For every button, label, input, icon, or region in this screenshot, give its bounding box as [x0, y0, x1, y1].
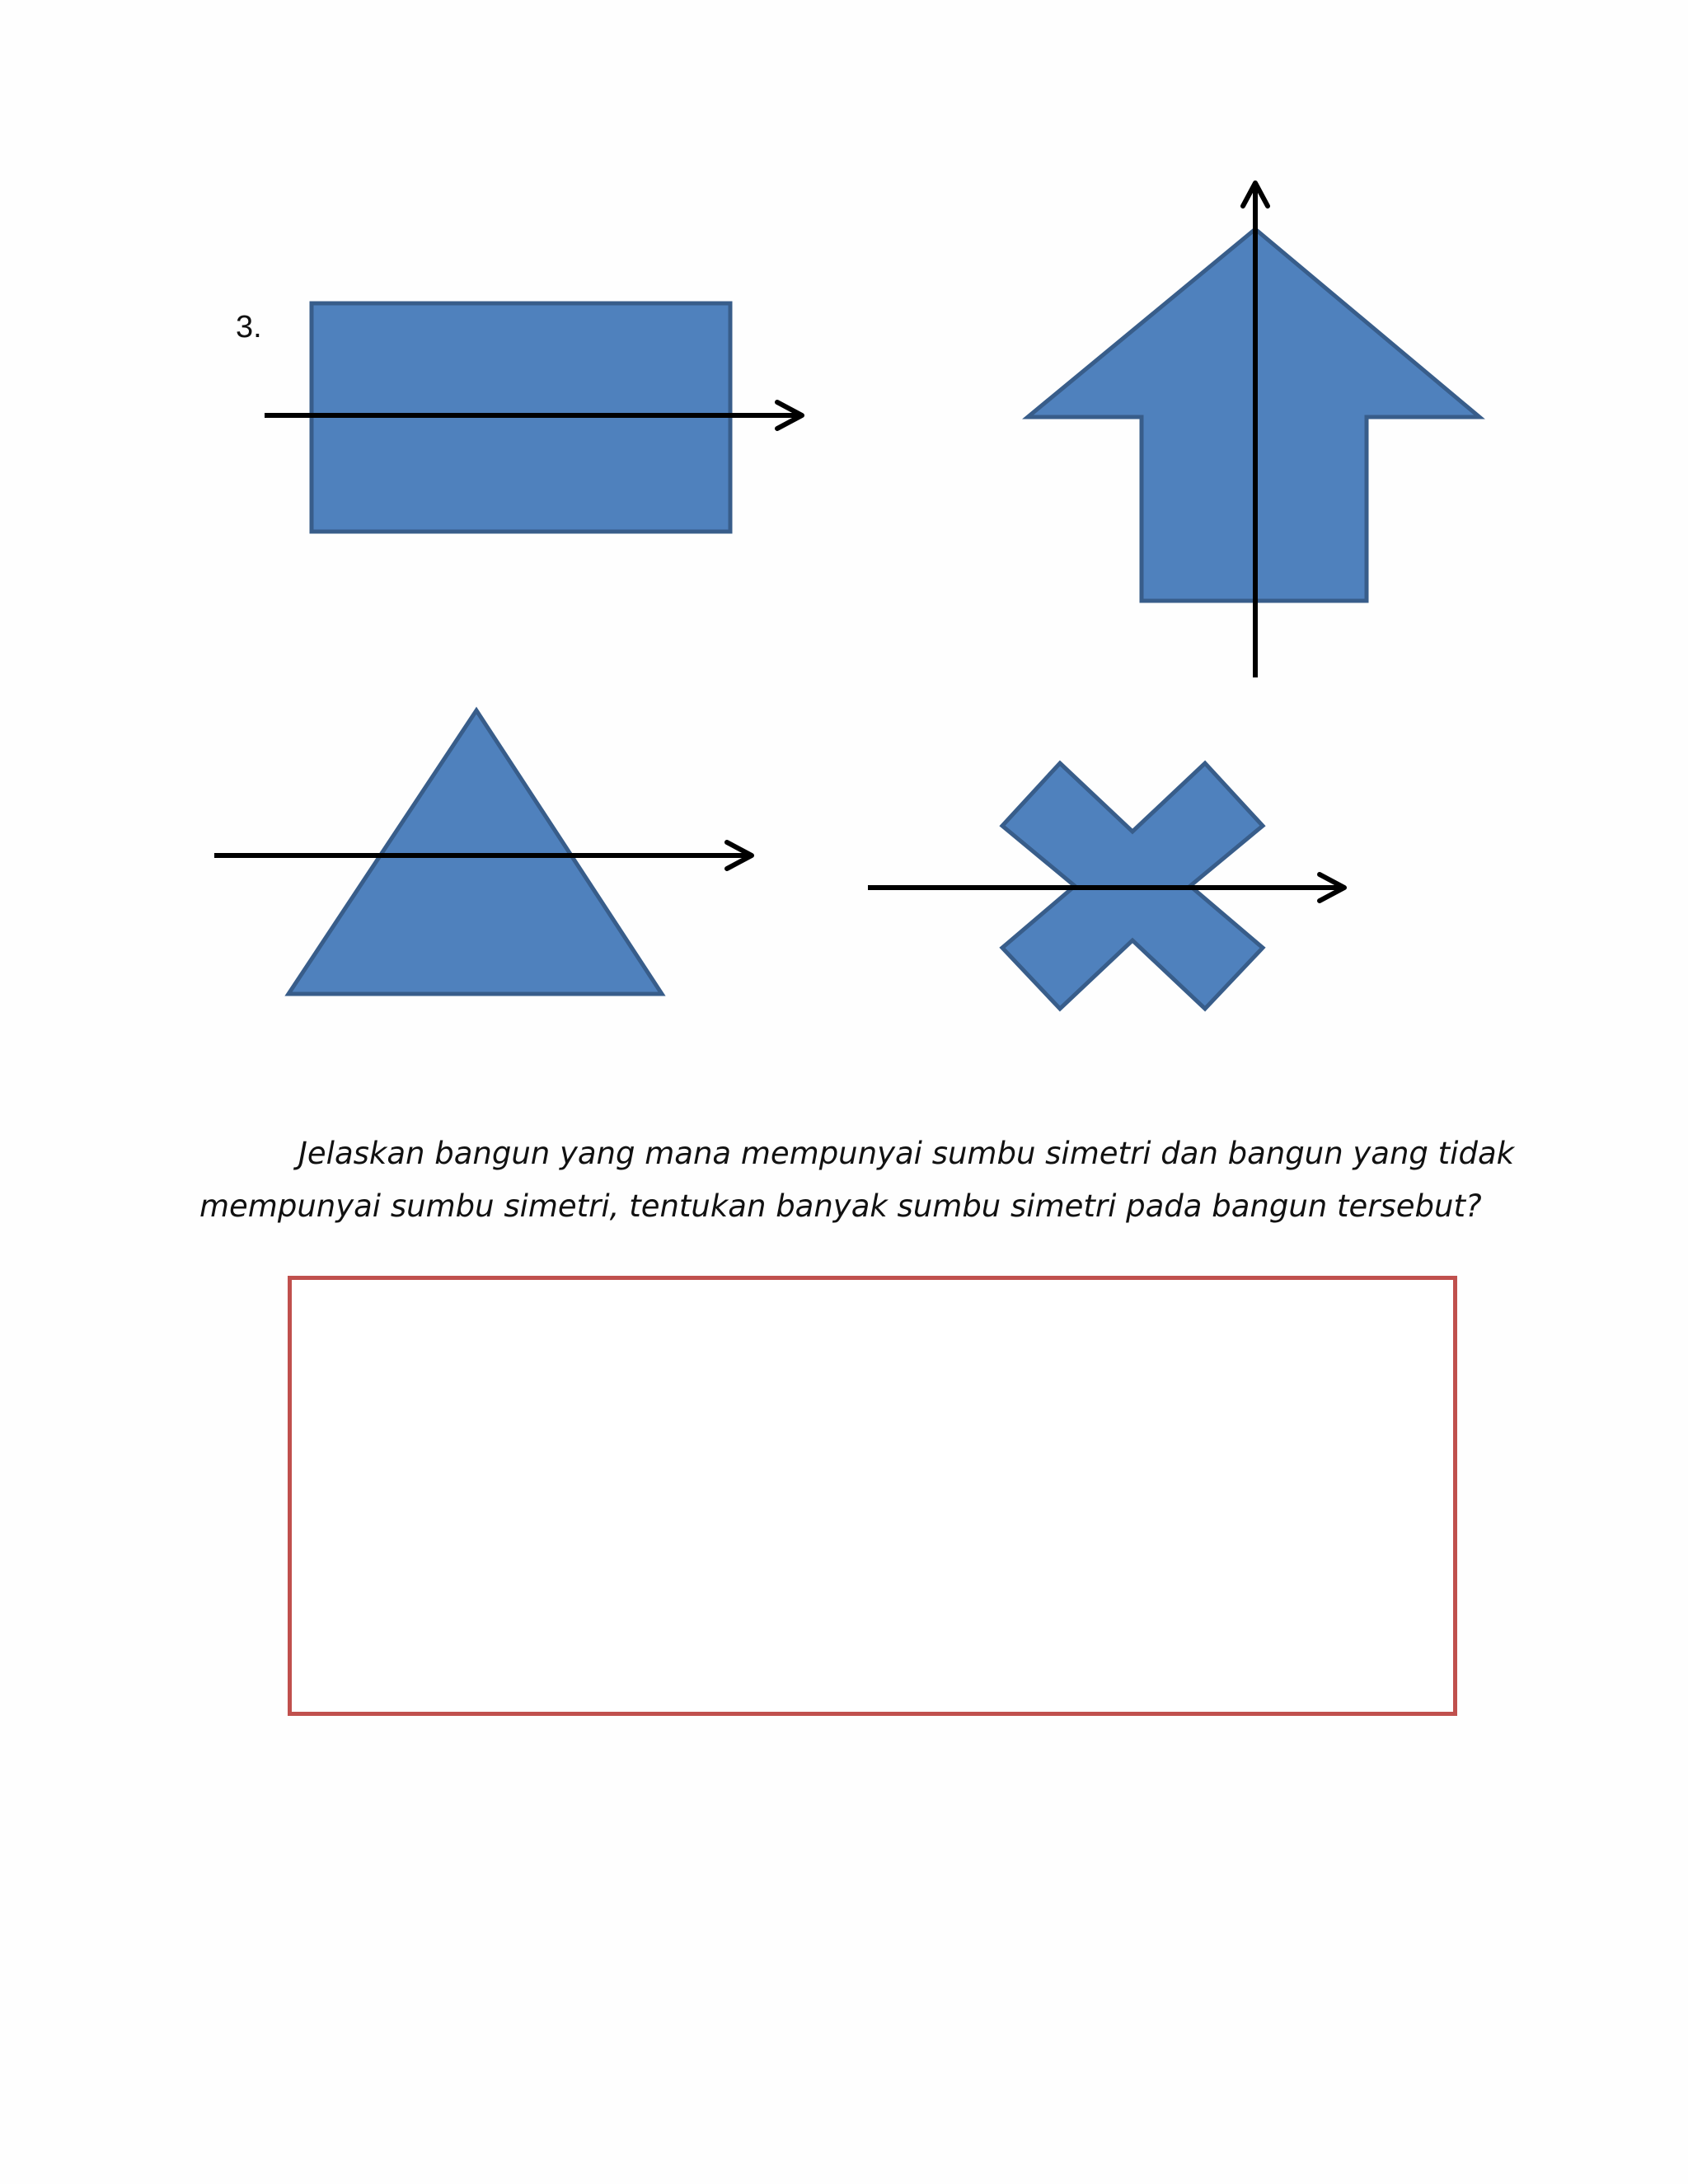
question-number: 3.: [236, 310, 262, 344]
question-text: [199, 1127, 1515, 1233]
question-line-1: Jelaskan bangun yang mana mempunyai sumbu simetri dan bangun yang tidak: [298, 1136, 1515, 1171]
answer-box[interactable]: [288, 1276, 1457, 1716]
question-line-2: mempunyai sumbu simetri, tentukan banyak sumbu simetri pada bangun tersebut?: [199, 1188, 1482, 1224]
triangle-shape: [288, 710, 662, 994]
